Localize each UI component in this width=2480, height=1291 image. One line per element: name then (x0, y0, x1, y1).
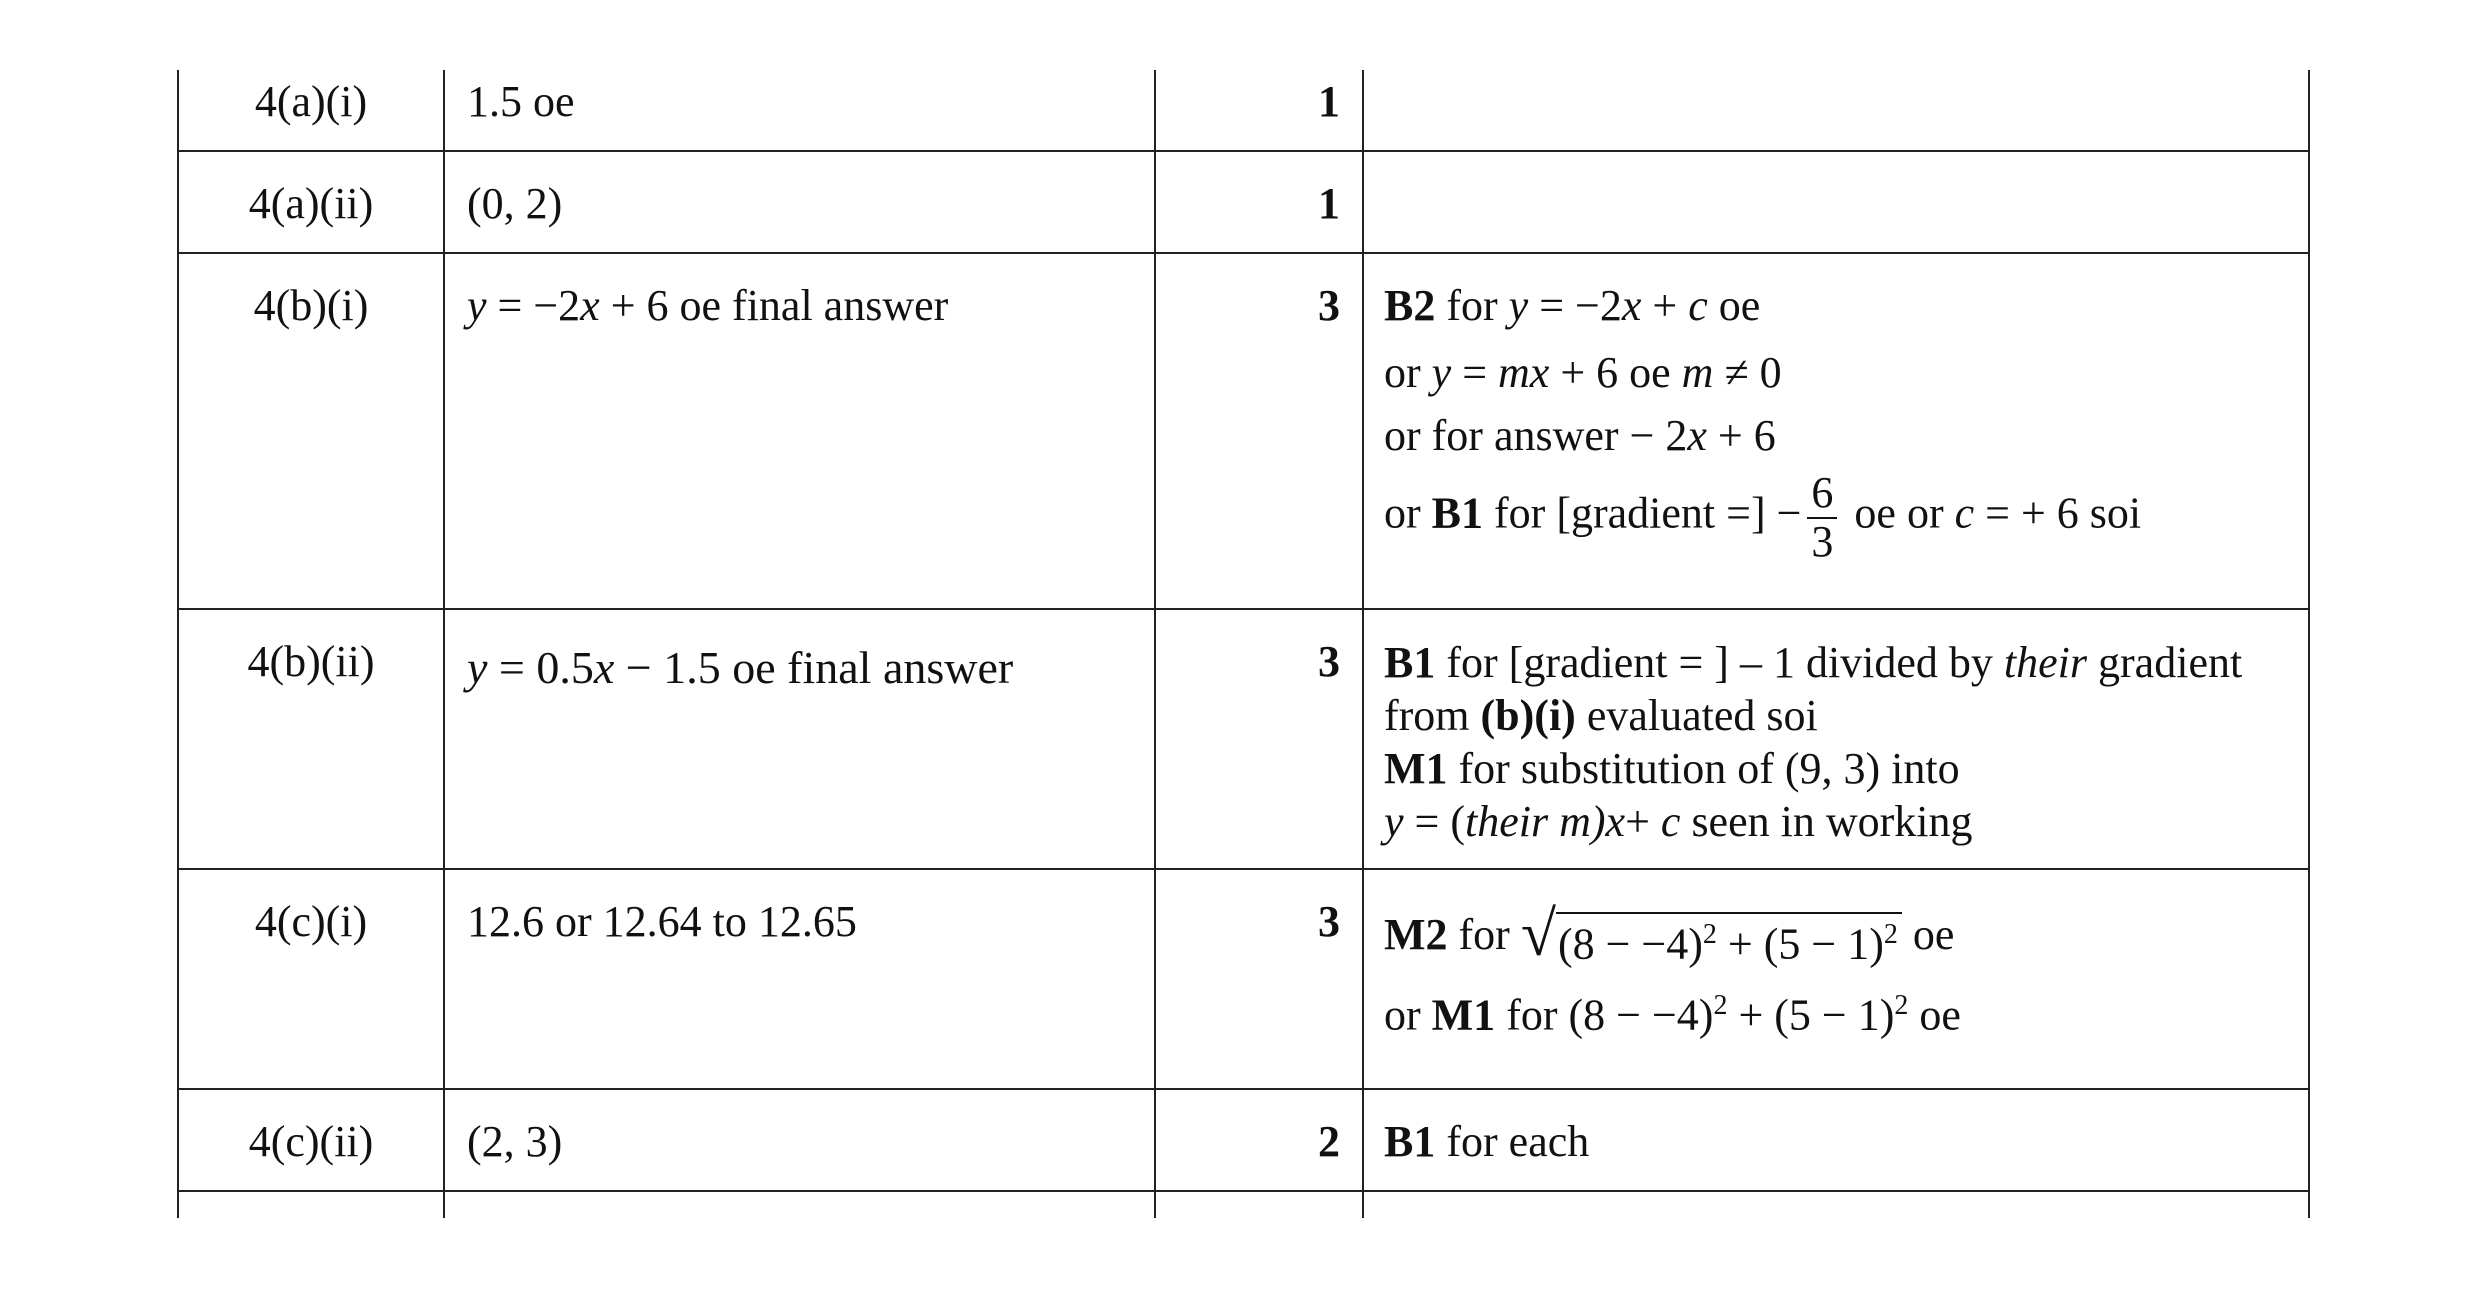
mark-code: B2 (1384, 281, 1436, 330)
math-term: + (5 − 1) (1716, 919, 1884, 969)
answer-text: + 6 oe final answer (599, 281, 949, 330)
guidance-emphasis: their m (1465, 797, 1591, 846)
guidance-text: for substitution of (9, 3) into (1447, 744, 1960, 793)
guidance-cell (1384, 1116, 1589, 1169)
guidance-text: or (1384, 347, 1432, 397)
var: c (1954, 488, 1975, 538)
column-divider-1 (443, 70, 445, 1218)
marks-cell: 3 (1318, 281, 1340, 330)
marks-cell: 1 (1318, 179, 1340, 228)
guidance-text: for (1495, 991, 1569, 1041)
guidance-line (1384, 742, 2242, 795)
answer-text: = 0.5 (487, 642, 594, 693)
answer-cell (467, 640, 1013, 695)
question-number: 4(a)(i) (254, 77, 368, 126)
guidance-text: seen in working (1680, 797, 1973, 846)
fraction-denominator: 3 (1811, 516, 1834, 566)
answer-cell: 1.5 oe (467, 77, 575, 126)
math-term: (8 − −4) (1568, 991, 1714, 1041)
column-divider-3 (1362, 70, 1364, 1218)
answer-var-y: y (467, 281, 487, 330)
radicand (1556, 912, 1902, 971)
var: x (1687, 410, 1707, 460)
guidance-text: or (1384, 488, 1432, 538)
guidance-text: oe (1908, 991, 1961, 1041)
row-divider (177, 868, 2309, 870)
answer-var-x: x (580, 281, 600, 330)
guidance-text: = −2 (1528, 281, 1622, 330)
guidance-text: = + 6 soi (1974, 488, 2142, 538)
row-divider (177, 252, 2309, 254)
row-divider (177, 608, 2309, 610)
guidance-text: = ( (1403, 797, 1465, 846)
row-divider (177, 1088, 2309, 1090)
guidance-cell (1384, 280, 2141, 565)
question-number: 4(b)(i) (253, 281, 369, 330)
var: y (1384, 797, 1404, 846)
fraction-numerator: 6 (1807, 470, 1837, 518)
radical-sign: √ (1520, 898, 1556, 969)
question-number: 4(a)(ii) (248, 179, 374, 228)
guidance-text: evaluated soi (1575, 691, 1818, 740)
guidance-text: + 6 (1706, 410, 1776, 460)
guidance-line (1384, 347, 2141, 400)
guidance-text: ≠ 0 (1713, 347, 1782, 397)
guidance-cell (1384, 636, 2242, 848)
answer-cell: (2, 3) (467, 1117, 563, 1166)
guidance-text: + (1641, 281, 1689, 330)
guidance-line (1384, 898, 1961, 971)
guidance-text: for [gradient =] − (1483, 488, 1802, 538)
guidance-line (1384, 280, 2141, 333)
row-divider (177, 150, 2309, 152)
guidance-text: or for answer − 2 (1384, 410, 1688, 460)
answer-text: − 1.5 oe final answer (614, 642, 1014, 693)
guidance-line (1384, 689, 2242, 742)
guidance-text: oe (1707, 281, 1761, 330)
part-reference: (b)(i) (1480, 691, 1576, 740)
mark-code: B1 (1384, 1117, 1436, 1166)
guidance-text: for each (1435, 1117, 1590, 1166)
guidance-line (1384, 795, 2242, 848)
guidance-text: from (1384, 691, 1481, 740)
mark-code: M2 (1384, 909, 1448, 959)
var: y (467, 642, 488, 693)
var: c (1660, 797, 1681, 846)
guidance-text: for (1447, 909, 1521, 959)
guidance-line (1384, 636, 2242, 689)
exponent: 2 (1883, 919, 1898, 950)
question-number: 4(b)(ii) (247, 637, 375, 686)
var: x (1621, 281, 1642, 330)
answer-cell: 12.6 or 12.64 to 12.65 (467, 897, 857, 946)
guidance-cell (1384, 898, 1961, 1043)
guidance-text: for [gradient = ] – 1 divided by (1435, 638, 2004, 687)
marks-cell: 1 (1318, 77, 1340, 126)
guidance-text: = (1451, 347, 1499, 397)
math-term: + (5 − 1) (1727, 991, 1895, 1041)
marks-cell: 2 (1318, 1117, 1340, 1166)
mark-code: B1 (1431, 488, 1484, 538)
var: )x (1590, 797, 1626, 846)
var: y (1508, 281, 1529, 330)
mark-code: M1 (1431, 991, 1496, 1041)
guidance-text: oe (1901, 909, 1955, 959)
answer-cell (467, 280, 948, 333)
answer-text: = −2 (486, 281, 581, 330)
guidance-line (1384, 470, 2141, 564)
var: y (1431, 347, 1452, 397)
var: mx (1498, 347, 1550, 397)
mark-code: M1 (1384, 744, 1448, 793)
guidance-text: oe or (1843, 488, 1955, 538)
guidance-line (1384, 410, 2141, 463)
marks-cell: 3 (1318, 897, 1340, 946)
mark-code: B1 (1384, 638, 1436, 687)
question-number: 4(c)(ii) (248, 1117, 374, 1166)
question-number: 4(c)(i) (254, 897, 368, 946)
guidance-text: for (1435, 281, 1509, 330)
fraction (1807, 470, 1837, 564)
guidance-text: gradient (2087, 638, 2243, 687)
table-border-right (2308, 70, 2310, 1218)
guidance-text: + (1625, 797, 1661, 846)
var: c (1688, 281, 1708, 330)
guidance-text: + 6 oe (1549, 347, 1682, 397)
marks-cell: 3 (1318, 637, 1340, 686)
guidance-text: or (1384, 991, 1432, 1041)
exponent: 2 (1894, 990, 1909, 1022)
var: m (1681, 347, 1714, 397)
exponent: 2 (1713, 990, 1728, 1022)
math-term: (8 − −4) (1557, 919, 1703, 969)
answer-cell: (0, 2) (467, 179, 563, 228)
square-root (1520, 898, 1902, 971)
exponent: 2 (1702, 919, 1717, 950)
row-divider (177, 1190, 2309, 1192)
guidance-line (1384, 989, 1961, 1042)
var: x (593, 642, 615, 693)
guidance-emphasis: their (2003, 638, 2088, 687)
